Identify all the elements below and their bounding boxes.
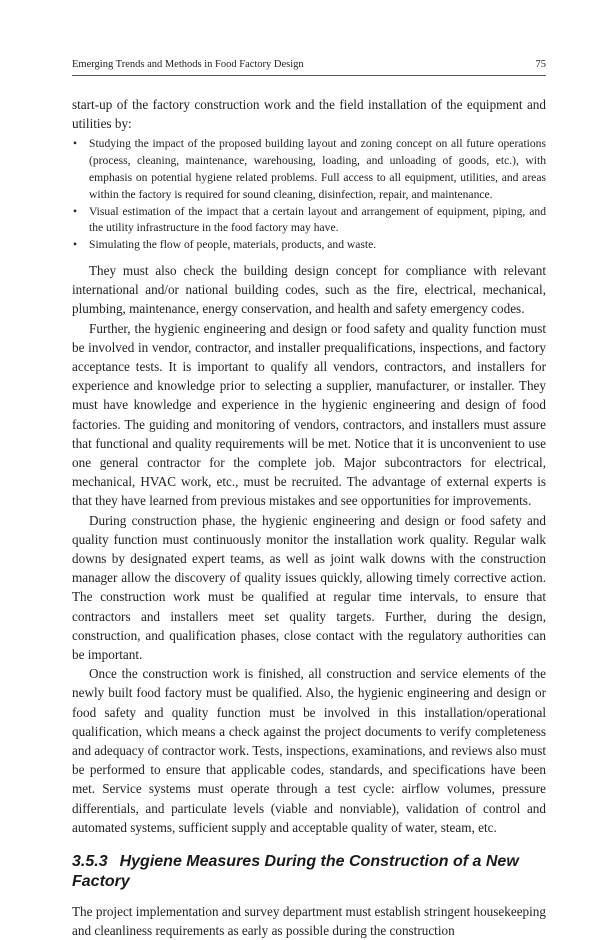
paragraph-intro: start-up of the factory construction work and the field installation of the equipment and utilities by: xyxy=(72,97,546,132)
paragraph-building-codes: They must also check the building design concept for compliance with relevant international and/or national building codes, such as the fire, electrical, mechanical, plumbing, maintenance, energy conservation, and health and safety emergency codes. xyxy=(72,262,546,317)
bullet-icon: • xyxy=(73,238,78,252)
section-number: 3.5.3 xyxy=(72,853,108,871)
bullet-text: Visual estimation of the impact that a certain layout and arrangement of equipment, piping, and the utility infrastructure in the food factory may have. xyxy=(89,204,546,235)
page-number: 75 xyxy=(535,59,546,70)
bullet-text: Simulating the flow of people, materials, products, and waste. xyxy=(89,238,377,252)
bullet-item xyxy=(72,204,546,238)
bullet-item xyxy=(72,237,546,254)
bullet-list xyxy=(72,136,546,254)
section-title: Hygiene Measures During the Construction of a New Factory xyxy=(72,853,519,891)
paragraph-vendor-qualification: Further, the hygienic engineering and design or food safety and quality function must be involved in vendor, contractor, and installer prequalifications, inspections, and factory acceptance tests. It is important to qualify all vendors, contractors, and installers for experience and knowledge prior to selecting a supplier, manufacturer, or installer. They must have knowledge and experience in the hygienic engineering and design of food factories. The guiding and monitoring of vendors, contractors, and installers must assure that functional and quality requirements will be met. Notice that it is unconvenient to use one general contractor for the complete job. Major subcontractors for electrical, mechanical, HVAC work, etc., must be recruited. The advantage of external experts is that they have learned from previous mistakes and see opportunities for improvements. xyxy=(72,320,546,509)
bullet-item xyxy=(72,136,546,203)
running-header xyxy=(72,58,546,76)
bullet-icon: • xyxy=(73,204,78,218)
body-text xyxy=(72,95,546,940)
section-heading xyxy=(72,852,546,892)
paragraph-construction-phase: During construction phase, the hygienic engineering and design or food safety and quality function must continuously monitor the installation work quality. Regular walk downs by designated expert teams, as well as joint walk downs with the construction manager allow the discovery of quality issues quickly, allowing timely corrective action. The construction work must be qualified at regular time intervals, to ensure that contractors and installers meet set quality targets. Further, during the design, construction, and qualification phases, close contact with the regulatory authorities can be important. xyxy=(72,512,546,663)
running-header-title: Emerging Trends and Methods in Food Factory Design xyxy=(72,59,304,70)
bullet-text: Studying the impact of the proposed building layout and zoning concept on all future operations (process, cleaning, maintenance, warehousing, loading, and unloading of goods, etc.), with emphasis on potential hygiene related problems. Full access to all equipment, utilities, and areas within the factory is required for sound cleaning, disinfection, repair, and maintenance. xyxy=(89,137,546,201)
bullet-icon: • xyxy=(73,137,78,151)
paragraph-qualification: Once the construction work is finished, all construction and service elements of the newly built food factory must be qualified. Also, the hygienic engineering and design or food safety and quality function must be involved in this installation/operational qualification, which means a check against the project documents to verify completeness and adequacy of contractor work. Tests, inspections, examinations, and reviews also must be performed to ensure that applicable codes, standards, and specifications have been met. Service systems must operate through a test cycle: airflow volumes, pressure differentials, and particulate levels (viable and nonviable), validation of control and automated systems, sufficient supply and acceptable quality of water, steam, etc. xyxy=(72,666,546,835)
paragraph-housekeeping: The project implementation and survey department must establish stringent housekeeping and cleanliness requirements as early as possible during the construction xyxy=(72,904,546,939)
